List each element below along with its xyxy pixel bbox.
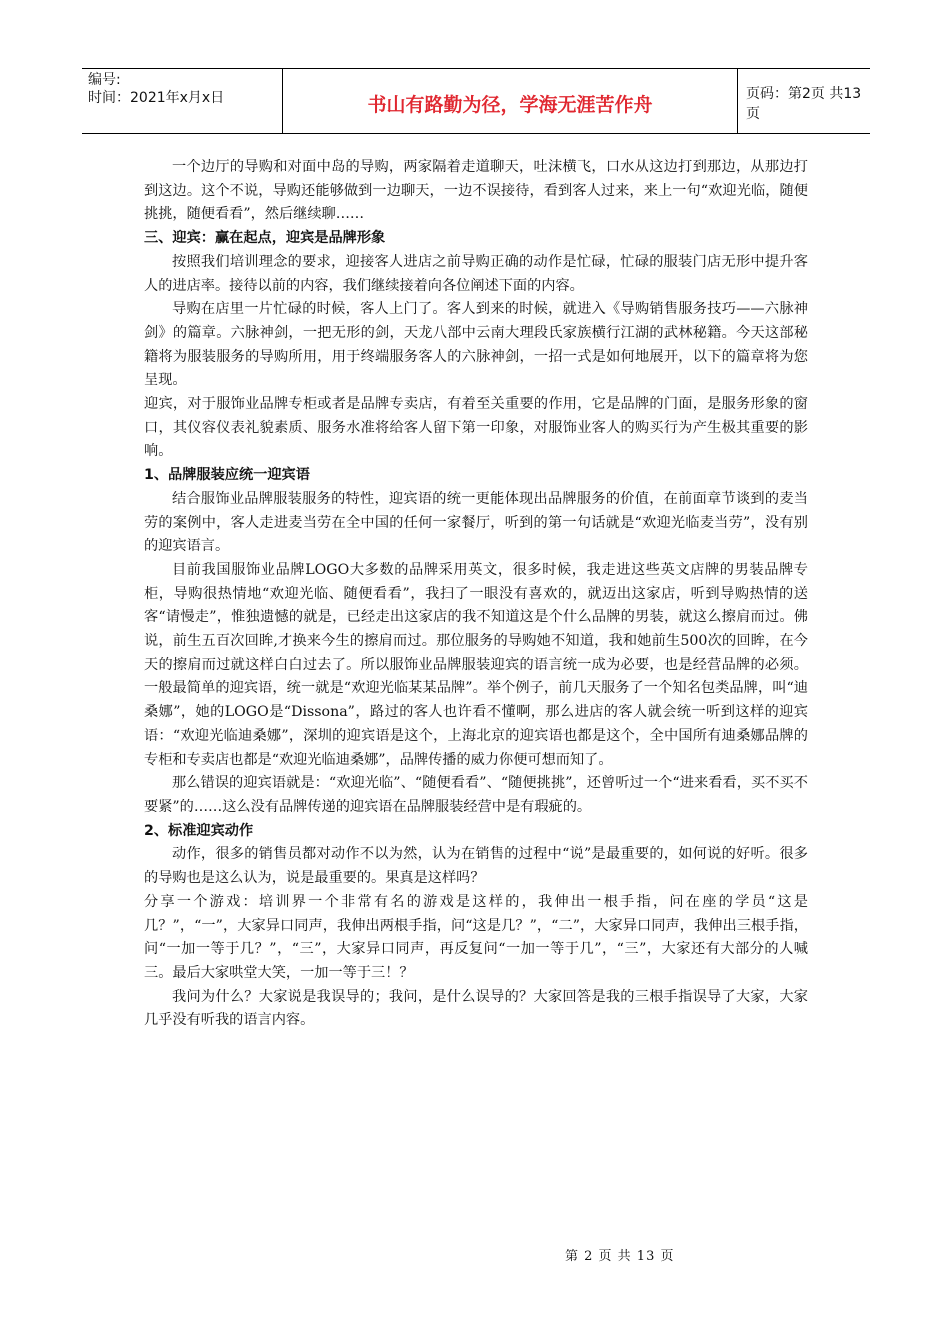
header-meta — [82, 69, 283, 133]
paragraph: 按照我们培训理念的要求，迎接客人进店之前导购正确的动作是忙碌，忙碌的服装门店无形中提升客人的进店率。接待以前的内容，我们继续接着向各位阐述下面的内容。 — [144, 253, 808, 294]
document-date-label: 时间：2021年x月x日 — [88, 90, 225, 106]
subsection-heading: 2、标准迎宾动作 — [144, 822, 254, 839]
paragraph: 一个边厅的导购和对面中岛的导购，两家隔着走道聊天，吐沫横飞，口水从这边打到那边，从那边打到这边。这个不说，导购还能够做到一边聊天，一边不误接待，看到客人过来，来上一句“欢迎光临，随便挑挑，随便看看”，然后继续聊…… — [144, 159, 808, 223]
paragraph: 迎宾，对于服饰业品牌专柜或者是品牌专卖店，有着至关重要的作用，它是品牌的门面，是服务形象的窗口，其仪容仪表礼貌素质、服务水准将给客人留下第一印象，对服饰业客人的购买行为产生极其重要的影响。 — [144, 396, 808, 460]
subsection-heading: 1、品牌服装应统一迎宾语 — [144, 467, 310, 484]
paragraph: 结合服饰业品牌服装服务的特性，迎宾语的统一更能体现出品牌服务的价值，在前面章节谈到的麦当劳的案例中，客人走进麦当劳在全中国的任何一家餐厅，听到的第一句话就是“欢迎光临麦当劳”，没有别的迎宾语言。 — [144, 490, 808, 555]
page-footer: 第 2 页 共 13 页 — [565, 1249, 675, 1264]
section-heading: 三、迎宾：赢在起点，迎宾是品牌形象 — [144, 230, 386, 247]
page-header — [82, 68, 870, 134]
header-motto: 书山有路勤为径，学海无涯苦作舟 — [283, 69, 738, 133]
document-body — [144, 156, 808, 1033]
paragraph: 目前我国服饰业品牌LOGO大多数的品牌采用英文，很多时候，我走进这些英文店牌的男装品牌专柜，导购很热情地“欢迎光临、随便看看”，我扫了一眼没有喜欢的，就迈出这家店，听到导购热情的送客“请慢走”，惟独遗憾的就是，已经走出这家店的我不知道这是个什么品牌的男装，就这么擦肩而过。佛说，前生五百次回眸,才换来今生的擦肩而过。那位服务的导购她不知道，我和她前生500次的回眸，在今天的擦肩而过就这样白白过去了。所以服饰业品牌服装迎宾的语言统一成为必要，也是经营品牌的必须。一般最简单的迎宾语，统一就是“欢迎光临某某品牌”。举个例子，前几天服务了一个知名包类品牌，叫“迪桑娜”，她的LOGO是“Dissona”，路过的客人也许看不懂啊，那么进店的客人就会统一听到这样的迎宾语：“欢迎光临迪桑娜”，深圳的迎宾语是这个，上海北京的迎宾语也都是这个，全中国所有迪桑娜品牌的专柜和专卖店也都是“欢迎光临迪桑娜”，品牌传播的威力你便可想而知了。 — [144, 561, 808, 768]
paragraph: 我问为什么？大家说是我误导的；我问，是什么误导的？大家回答是我的三根手指误导了大家，大家几乎没有听我的语言内容。 — [144, 988, 808, 1029]
paragraph: 那么错误的迎宾语就是：“欢迎光临”、“随便看看”、“随便挑挑”，还曾听过一个“进来看看，买不买不要紧”的……这么没有品牌传递的迎宾语在品牌服装经营中是有瑕疵的。 — [144, 775, 808, 815]
paragraph: 动作，很多的销售员都对动作不以为然，认为在销售的过程中“说”是最重要的，如何说的好听。很多的导购也是这么认为，说是最重要的。果真是这样吗？ — [144, 846, 808, 887]
paragraph: 导购在店里一片忙碌的时候，客人上门了。客人到来的时候，就进入《导购销售服务技巧——六脉神剑》的篇章。六脉神剑，一把无形的剑，天龙八部中云南大理段氏家族横行江湖的武林秘籍。今天这部秘籍将为服装服务的导购所用，用于终端服务客人的六脉神剑，一招一式是如何地展开，以下的篇章将为您呈现。 — [144, 301, 808, 389]
header-page-number: 页码：第2页 共13页 — [746, 86, 862, 122]
document-number-label: 编号: — [88, 72, 121, 88]
paragraph: 分享一个游戏：培训界一个非常有名的游戏是这样的，我伸出一根手指，问在座的学员“这是几？”，“一”，大家异口同声，我伸出两根手指，问“这是几？”，“二”，大家异口同声，我伸出三根手指，问“一加一等于几？”，“三”，大家异口同声，再反复问“一加一等于几”，“三”，大家还有大部分的人喊三。最后大家哄堂大笑，一加一等于三！？ — [144, 893, 808, 981]
